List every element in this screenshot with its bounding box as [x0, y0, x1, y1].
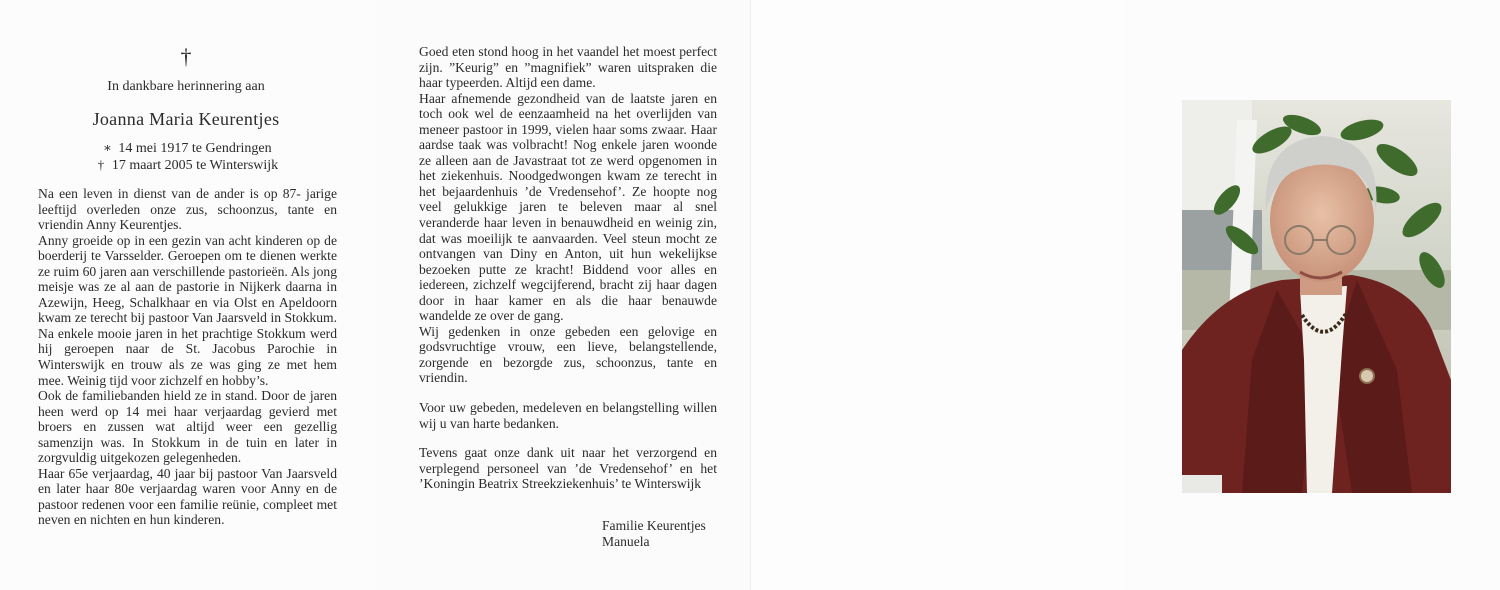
paragraph-gap — [419, 431, 717, 445]
paragraph: Tevens gaat onze dank uit naar het verzorgend en verplegend personeel van ’de Vredensehof’ en het ’Koningin Beatrix Streekziekenhuis’ te Winterswijk — [419, 445, 717, 492]
paragraph: Na een leven in dienst van de ander is op 87- jarige leeftijd overleden onze zus, schoonzus, tante en vriendin Anny Keurentjes. — [38, 186, 337, 233]
right-body-text — [419, 44, 717, 492]
signature-family: Familie Keurentjes — [602, 518, 706, 533]
signature-block — [602, 518, 706, 549]
paragraph: Haar afnemende gezondheid van de laatste jaren en toch ook wel de eenzaamheid na het overlijden van meneer pastoor in 1999, vielen haar soms zwaar. Haar aardse taak was volbracht! Nog enkele jaren woonde ze alleen aan de Javastraat tot ze werd opgenomen in het ziekenhuis. Noodgedwongen kwam ze terecht in het bejaardenhuis ’de Vredensehof’. Ze hoopte nog veel gelukkige jaren te beleven maar al snel veranderde haar leven in benauwdheid en weinig zin, dat was moeilijk te aanvaarden. Veel steun mocht ze ontvangen van Diny en Anton, uit hun wekelijkse bezoeken putte ze kracht! Biddend voor alles en iedereen, zichzelf wegcijferend, bracht zij haar dagen door in haar kamer en als die haar benauwde wandelde ze over de gang. — [419, 90, 717, 324]
portrait-photo-icon — [1182, 100, 1451, 493]
death-text: 17 maart 2005 te Winterswijk — [111, 158, 279, 173]
paragraph: Ook de familiebanden hield ze in stand. Door de jaren heen werd op 14 mei haar verjaardag gevierd met broers en zussen wat altijd weer een gezellig samenzijn was. In Stokkum in de tuin en later in zorgvuldig uitgekozen gelegenheden. — [38, 388, 337, 466]
birth-text: 14 mei 1917 te Gendringen — [118, 141, 272, 156]
death-line — [36, 157, 336, 174]
intro-line: In dankbare herinnering aan — [107, 79, 265, 94]
paragraph: Wij gedenken in onze gebeden een gelovige en godsvruchtige vrouw, een lieve, belangstellende, zorgende en bezorgde zus, schoonzus, tante en vriendin. — [419, 323, 717, 386]
death-cross-icon: † — [97, 157, 105, 172]
portrait-photo — [1182, 100, 1451, 493]
panel-blank-back — [750, 0, 1126, 590]
cross-icon: † — [180, 44, 192, 69]
birth-star-icon: ∗ — [102, 140, 112, 155]
birth-line — [36, 140, 336, 157]
paragraph: Voor uw gebeden, medeleven en belangstelling willen wij u van harte bedanken. — [419, 400, 717, 431]
paragraph: Anny groeide op in een gezin van acht kinderen op de boerderij te Varsselder. Geroepen om te dienen werkte ze ruim 60 jaren aan verschillende pastorieën. Als jong meisje was ze al aan de pastorie in Nijkerk daarna in Azewijn, Heeg, Schalkhaar en via Olst en Apeldoorn kwam ze terecht bij pastoor Van Jaarsveld in Stokkum. Na enkele mooie jaren in het prachtige Stokkum werd hij geroepen naar de St. Jacobus Parochie in Winterswijk en trouw als ze was ging ze met hem mee. Weinig tijd voor zichzelf en hobby’s. — [38, 232, 337, 388]
paragraph: Haar 65e verjaardag, 40 jaar bij pastoor Van Jaarsveld en later haar 80e verjaardag waren voor Anny en de pastoor redenen voor een familie reünie, compleet met neven en nichten en hun kinderen. — [38, 465, 337, 528]
life-dates — [36, 140, 336, 174]
left-body-text — [38, 186, 337, 528]
paragraph-gap — [419, 386, 717, 400]
deceased-name: Joanna Maria Keurentjes — [92, 109, 280, 129]
card-header — [36, 44, 336, 174]
signature-name: Manuela — [602, 533, 650, 549]
paragraph: Goed eten stond hoog in het vaandel het moest perfect zijn. ”Keurig” en ”magnifiek” waren uitspraken die haar typeerden. Altijd een dame. — [419, 44, 717, 91]
